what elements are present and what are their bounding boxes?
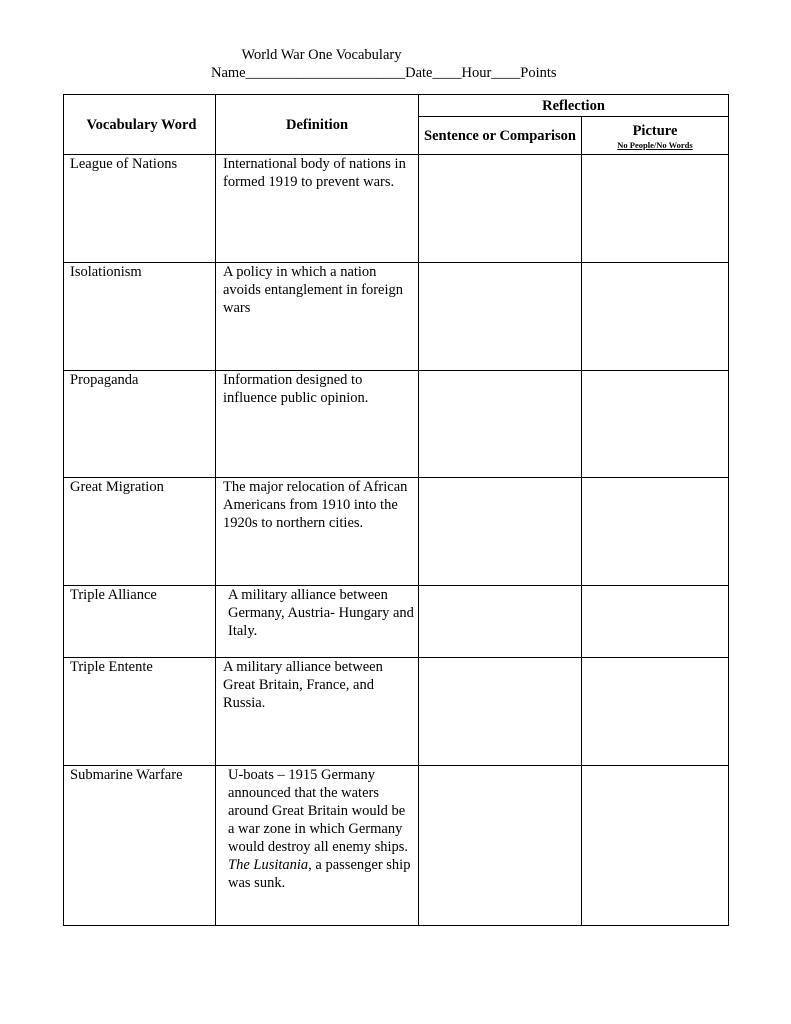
vocab-definition: International body of nations in formed 1919 to prevent wars. <box>216 155 419 263</box>
sentence-answer-cell[interactable] <box>419 766 582 926</box>
vocab-word: Submarine Warfare <box>64 766 216 926</box>
table-row <box>64 766 729 926</box>
table-row <box>64 155 729 263</box>
reflection-header: Reflection <box>419 95 729 117</box>
vocab-definition: U-boats – 1915 Germany announced that the waters around Great Britain would be a war zone in which Germany would destroy all enemy ships. <box>228 767 409 855</box>
vocab-definition: Information designed to influence public opinion. <box>216 371 419 478</box>
vocab-definition: A policy in which a nation avoids entanglement in foreign wars <box>216 263 419 371</box>
table-row <box>64 478 729 586</box>
table-row <box>64 658 729 766</box>
vocab-word: Propaganda <box>64 371 216 478</box>
picture-header <box>582 117 729 155</box>
vocabulary-word-header: Vocabulary Word <box>64 95 216 155</box>
table-header-row <box>64 95 729 117</box>
vocab-definition-tail: , a passenger ship was sunk. <box>228 857 411 891</box>
table-row <box>64 263 729 371</box>
vocabulary-table <box>63 94 729 926</box>
vocab-word: Triple Alliance <box>64 586 216 658</box>
picture-note: No People/No Words <box>617 139 693 150</box>
vocab-definition: A military alliance between Germany, Austria- Hungary and Italy. <box>216 586 419 658</box>
picture-header-label: Picture <box>632 122 678 139</box>
sentence-answer-cell[interactable] <box>419 658 582 766</box>
picture-answer-cell[interactable] <box>582 155 729 263</box>
vocab-word: Isolationism <box>64 263 216 371</box>
picture-answer-cell[interactable] <box>582 371 729 478</box>
vocab-word: Triple Entente <box>64 658 216 766</box>
vocab-definition: A military alliance between Great Britain, France, and Russia. <box>216 658 419 766</box>
sentence-header <box>419 117 582 155</box>
worksheet-title: World War One Vocabulary <box>241 47 402 63</box>
sentence-answer-cell[interactable] <box>419 478 582 586</box>
vocab-definition-italic: The Lusitania <box>228 857 309 873</box>
table-row <box>64 371 729 478</box>
sentence-header-label: Sentence or Comparison <box>424 127 576 144</box>
sentence-answer-cell[interactable] <box>419 155 582 263</box>
picture-answer-cell[interactable] <box>582 586 729 658</box>
picture-answer-cell[interactable] <box>582 766 729 926</box>
sentence-answer-cell[interactable] <box>419 371 582 478</box>
vocab-definition: The major relocation of African Americans from 1910 into the 1920s to northern cities. <box>216 478 419 586</box>
vocab-word: Great Migration <box>64 478 216 586</box>
vocab-definition-cell <box>216 766 419 926</box>
picture-answer-cell[interactable] <box>582 658 729 766</box>
sentence-answer-cell[interactable] <box>419 586 582 658</box>
picture-answer-cell[interactable] <box>582 263 729 371</box>
table-row <box>64 586 729 658</box>
picture-answer-cell[interactable] <box>582 478 729 586</box>
student-info-line: Name______________________Date____Hour____Points <box>211 65 557 81</box>
sentence-answer-cell[interactable] <box>419 263 582 371</box>
vocab-word: League of Nations <box>64 155 216 263</box>
definition-header: Definition <box>216 95 419 155</box>
